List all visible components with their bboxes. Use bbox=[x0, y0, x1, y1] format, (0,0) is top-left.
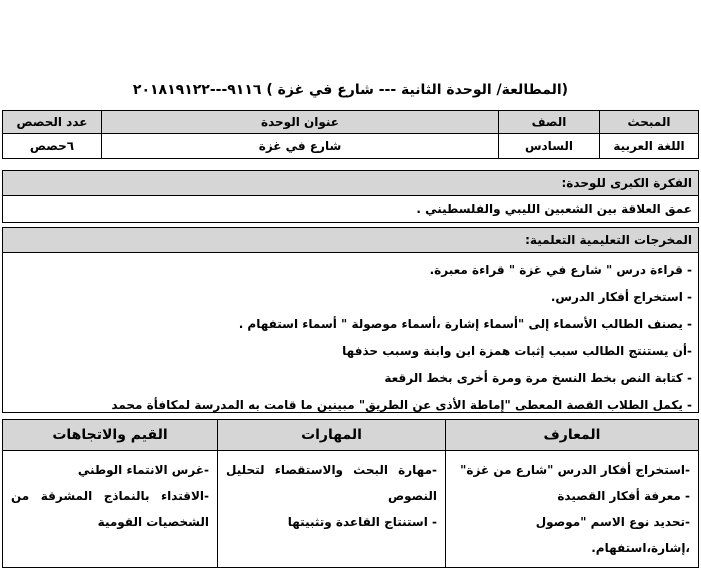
skills-item: - استنتاج القاعدة وتثبيتها bbox=[287, 515, 437, 529]
values-cell bbox=[3, 451, 218, 568]
value-periods: ٦حصص bbox=[3, 134, 102, 159]
knowledge-item: - معرفة أفكار القصيدة bbox=[557, 489, 690, 503]
knowledge-item: -استخراج أفكار الدرس "شارع من غزة" bbox=[460, 463, 690, 477]
knowledge-cell bbox=[446, 451, 699, 568]
values-item: -الاقتداء بالنماذج المشرقة من الشخصيات القومية bbox=[11, 489, 209, 529]
header-skills: المهارات bbox=[218, 420, 446, 451]
outcome-item: - قراءة درس " شارع في غزة " قراءة معبرة. bbox=[429, 263, 692, 277]
knowledge-item: -تحديد نوع الاسم "موصول ،إشارة،استفهام. bbox=[535, 515, 690, 555]
unit-info-table bbox=[2, 110, 699, 159]
big-idea-section bbox=[2, 170, 699, 223]
outcomes-list bbox=[3, 253, 698, 419]
big-idea-text: عمق العلاقة بين الشعبين الليبي والفلسطيني . bbox=[416, 202, 692, 216]
header-subject: المبحث bbox=[600, 111, 699, 134]
outcomes-label: المخرجات التعليمية التعلمية: bbox=[3, 228, 698, 253]
header-unit-title: عنوان الوحدة bbox=[102, 111, 499, 134]
outcome-item: - يصنف الطالب الأسماء إلى "أسماء إشارة ،أسماء موصولة " أسماء استفهام . bbox=[238, 317, 692, 331]
value-grade: السادس bbox=[499, 134, 600, 159]
header-grade: الصف bbox=[499, 111, 600, 134]
value-unit-title: شارع في غزة bbox=[102, 134, 499, 159]
header-periods: عدد الحصص bbox=[3, 111, 102, 134]
values-item: -غرس الانتماء الوطني bbox=[77, 463, 209, 477]
outcome-item: - استخراج أفكار الدرس. bbox=[550, 290, 692, 304]
outcomes-section bbox=[2, 227, 699, 413]
outcome-item: - كتابة النص بخط النسخ مرة ومرة أخرى بخط الرقعة bbox=[384, 371, 692, 385]
big-idea-label: الفكرة الكبرى للوحدة: bbox=[3, 171, 698, 196]
value-subject: اللغة العربية bbox=[600, 134, 699, 159]
header-knowledge: المعارف bbox=[446, 420, 699, 451]
domains-table bbox=[2, 419, 699, 568]
skills-cell bbox=[218, 451, 446, 568]
page-title: (المطالعة/ الوحدة الثانية --- شارع في غزة ) ٩١١٦---٢٠١٨١٩١٢٢ bbox=[132, 82, 569, 98]
outcome-item: -أن يستنتج الطالب سبب إثبات همزة ابن وابنة وسبب حذفها bbox=[342, 344, 692, 358]
skills-item: -مهارة البحث والاستقصاء لتحليل النصوص bbox=[226, 463, 437, 503]
header-values: القيم والاتجاهات bbox=[3, 420, 218, 451]
outcome-item: - يكمل الطلاب القصة المعطى "إماطة الأذى عن الطريق" مبينين ما قامت به المدرسة لمكافأة محمد bbox=[111, 398, 692, 412]
